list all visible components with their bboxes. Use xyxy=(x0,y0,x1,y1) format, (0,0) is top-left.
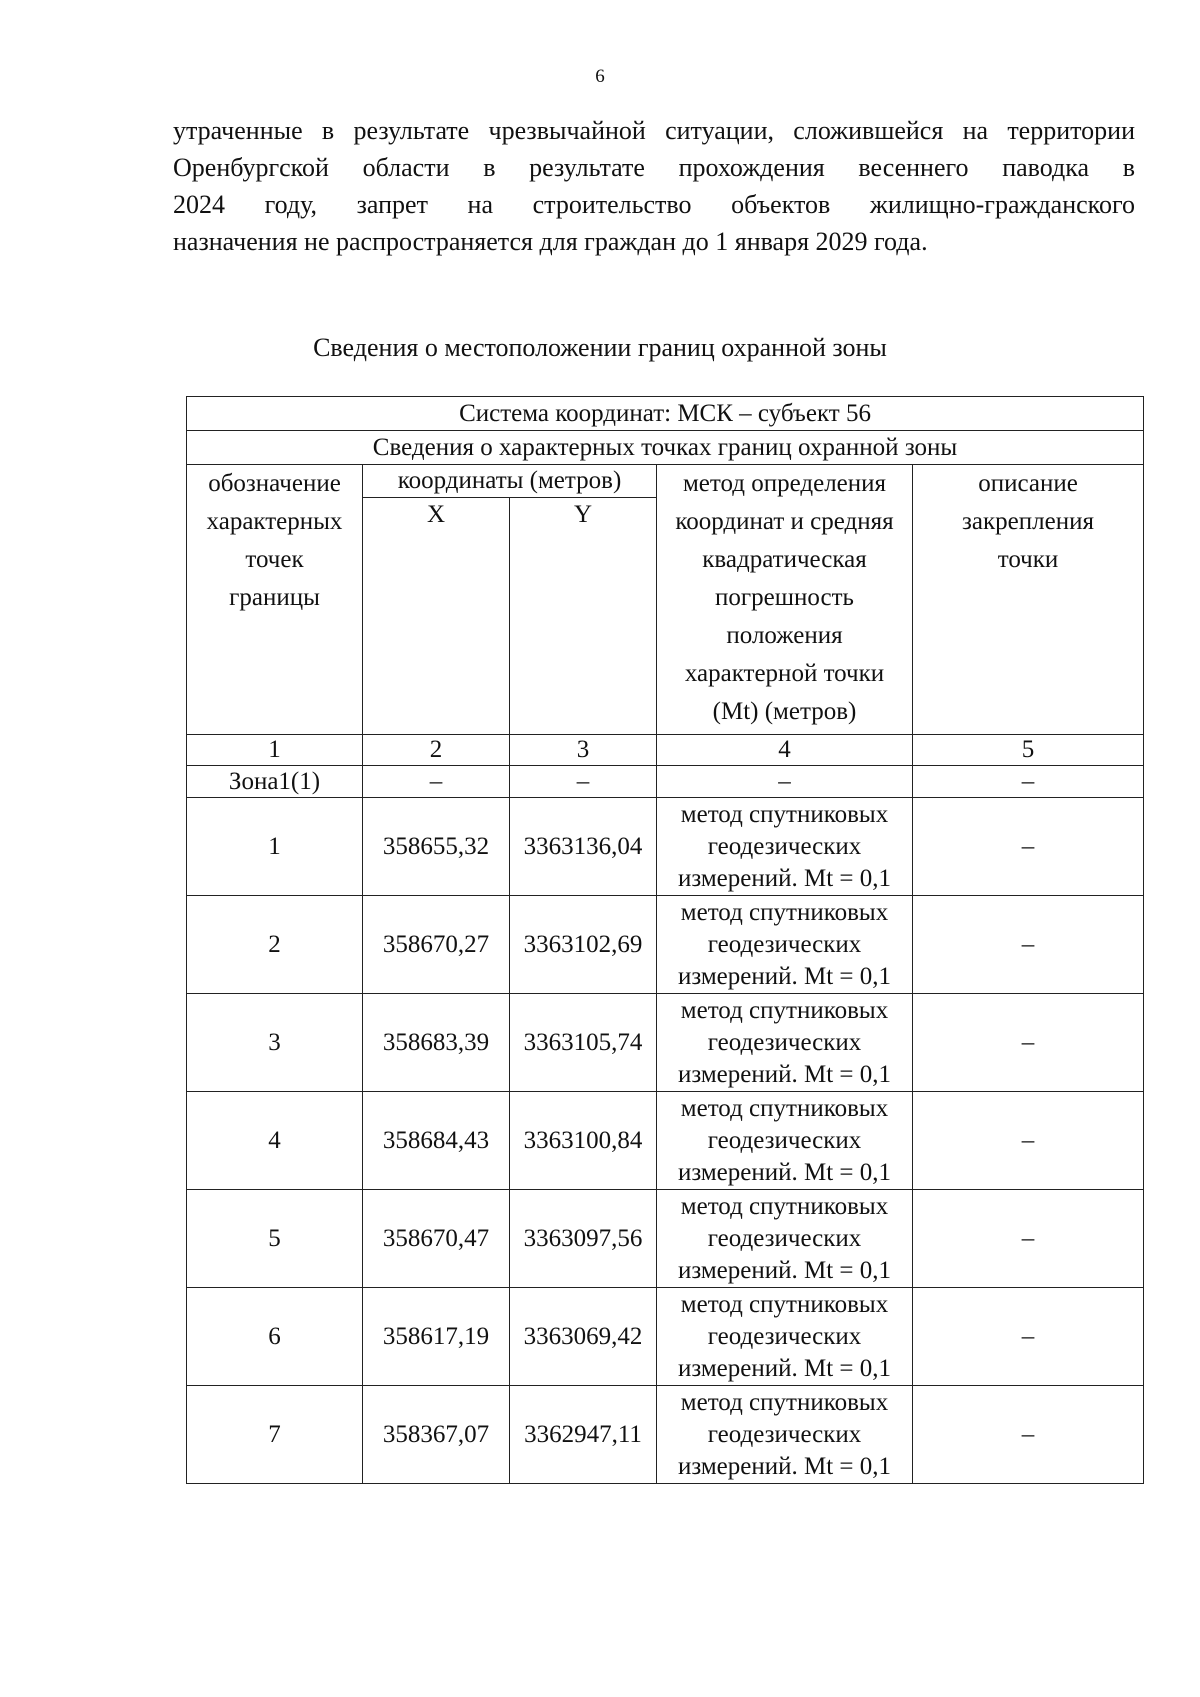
column-header-description xyxy=(913,465,1144,735)
y-coordinate-cell: 3363097,56 xyxy=(510,1190,657,1288)
zone-cell: – xyxy=(657,766,913,798)
header-line: (Mt) (метров) xyxy=(712,698,857,725)
column-number: 1 xyxy=(187,735,363,766)
table-row xyxy=(187,994,1144,1092)
paragraph-line: 2024 году, запрет на строительство объектов жилищно-гражданского xyxy=(173,190,1135,219)
points-info-header: Сведения о характерных точках границ охранной зоны xyxy=(187,431,1144,465)
header-line: погрешность xyxy=(715,584,854,611)
x-coordinate-cell: 358670,27 xyxy=(363,896,510,994)
method-line: геодезических xyxy=(707,1420,862,1448)
x-coordinate-cell: 358683,39 xyxy=(363,994,510,1092)
method-line: геодезических xyxy=(707,1028,862,1056)
header-line: закрепления xyxy=(962,508,1094,535)
column-number: 3 xyxy=(510,735,657,766)
method-line: метод спутниковых xyxy=(680,1290,889,1318)
method-line: измерений. Mt = 0,1 xyxy=(677,1158,892,1186)
method-line: измерений. Mt = 0,1 xyxy=(677,1354,892,1382)
body-paragraph xyxy=(173,112,1135,260)
x-coordinate-cell: 358684,43 xyxy=(363,1092,510,1190)
column-numbers-row xyxy=(187,735,1144,766)
table-row xyxy=(187,1190,1144,1288)
method-line: геодезических xyxy=(707,1224,862,1252)
y-coordinate-cell: 3363136,04 xyxy=(510,798,657,896)
description-cell: – xyxy=(913,1190,1144,1288)
header-line: границы xyxy=(229,584,320,611)
description-cell: – xyxy=(913,994,1144,1092)
method-line: метод спутниковых xyxy=(680,996,889,1024)
method-line: измерений. Mt = 0,1 xyxy=(677,962,892,990)
point-number-cell: 6 xyxy=(187,1288,363,1386)
method-line: метод спутниковых xyxy=(680,800,889,828)
header-line: описание xyxy=(978,470,1078,497)
header-line: координат и средняя xyxy=(675,508,894,535)
section-title: Сведения о местоположении границ охранной зоны xyxy=(313,333,887,362)
method-cell xyxy=(657,994,913,1092)
y-coordinate-cell: 3363100,84 xyxy=(510,1092,657,1190)
header-line: характерных xyxy=(206,508,343,535)
method-line: измерений. Mt = 0,1 xyxy=(677,864,892,892)
method-line: метод спутниковых xyxy=(680,898,889,926)
description-cell: – xyxy=(913,1386,1144,1484)
header-line: положения xyxy=(726,622,843,649)
paragraph-line: утраченные в результате чрезвычайной ситуации, сложившейся на территории xyxy=(173,116,1135,145)
header-line: квадратическая xyxy=(702,546,867,573)
method-line: геодезических xyxy=(707,1322,862,1350)
column-header-designation xyxy=(187,465,363,735)
zone-cell: – xyxy=(913,766,1144,798)
column-number: 2 xyxy=(363,735,510,766)
header-line: точки xyxy=(997,546,1059,573)
zone-label: Зона1(1) xyxy=(187,766,363,798)
method-line: измерений. Mt = 0,1 xyxy=(677,1452,892,1480)
header-line: метод определения xyxy=(682,470,887,497)
y-coordinate-cell: 3362947,11 xyxy=(510,1386,657,1484)
column-header-x: X xyxy=(363,498,510,735)
table-row xyxy=(187,1386,1144,1484)
zone-cell: – xyxy=(363,766,510,798)
zone-row xyxy=(187,766,1144,798)
x-coordinate-cell: 358617,19 xyxy=(363,1288,510,1386)
table-row xyxy=(187,1092,1144,1190)
method-line: геодезических xyxy=(707,832,862,860)
page-number: 6 xyxy=(595,66,605,87)
table-header-row xyxy=(187,431,1144,465)
method-line: метод спутниковых xyxy=(680,1094,889,1122)
x-coordinate-cell: 358670,47 xyxy=(363,1190,510,1288)
point-number-cell: 2 xyxy=(187,896,363,994)
description-cell: – xyxy=(913,798,1144,896)
x-coordinate-cell: 358367,07 xyxy=(363,1386,510,1484)
coordinate-system-header: Система координат: МСК – субъект 56 xyxy=(187,397,1144,431)
point-number-cell: 4 xyxy=(187,1092,363,1190)
y-coordinate-cell: 3363069,42 xyxy=(510,1288,657,1386)
method-line: геодезических xyxy=(707,930,862,958)
y-coordinate-cell: 3363105,74 xyxy=(510,994,657,1092)
column-header-row xyxy=(187,465,1144,498)
column-header-method xyxy=(657,465,913,735)
point-number-cell: 5 xyxy=(187,1190,363,1288)
table-row xyxy=(187,798,1144,896)
method-line: метод спутниковых xyxy=(680,1388,889,1416)
point-number-cell: 7 xyxy=(187,1386,363,1484)
header-line: обозначение xyxy=(208,470,341,497)
column-number: 4 xyxy=(657,735,913,766)
table-row xyxy=(187,1288,1144,1386)
point-number-cell: 3 xyxy=(187,994,363,1092)
paragraph-line: назначения не распространяется для граждан до 1 января 2029 года. xyxy=(173,227,928,256)
column-number: 5 xyxy=(913,735,1144,766)
method-line: измерений. Mt = 0,1 xyxy=(677,1256,892,1284)
paragraph-line: Оренбургской области в результате прохождения весеннего паводка в xyxy=(173,153,1135,182)
table-row xyxy=(187,896,1144,994)
header-line: точек xyxy=(245,546,304,573)
method-cell xyxy=(657,798,913,896)
method-cell xyxy=(657,1386,913,1484)
method-cell xyxy=(657,1190,913,1288)
table-header-row xyxy=(187,397,1144,431)
x-coordinate-cell: 358655,32 xyxy=(363,798,510,896)
method-line: геодезических xyxy=(707,1126,862,1154)
point-number-cell: 1 xyxy=(187,798,363,896)
method-cell xyxy=(657,1092,913,1190)
boundary-points-table xyxy=(186,396,1144,1484)
description-cell: – xyxy=(913,1092,1144,1190)
description-cell: – xyxy=(913,896,1144,994)
method-cell xyxy=(657,896,913,994)
zone-cell: – xyxy=(510,766,657,798)
description-cell: – xyxy=(913,1288,1144,1386)
y-coordinate-cell: 3363102,69 xyxy=(510,896,657,994)
method-line: измерений. Mt = 0,1 xyxy=(677,1060,892,1088)
method-cell xyxy=(657,1288,913,1386)
column-header-coordinates: координаты (метров) xyxy=(363,465,657,498)
header-line: характерной точки xyxy=(684,660,885,687)
column-header-y: Y xyxy=(510,498,657,735)
method-line: метод спутниковых xyxy=(680,1192,889,1220)
